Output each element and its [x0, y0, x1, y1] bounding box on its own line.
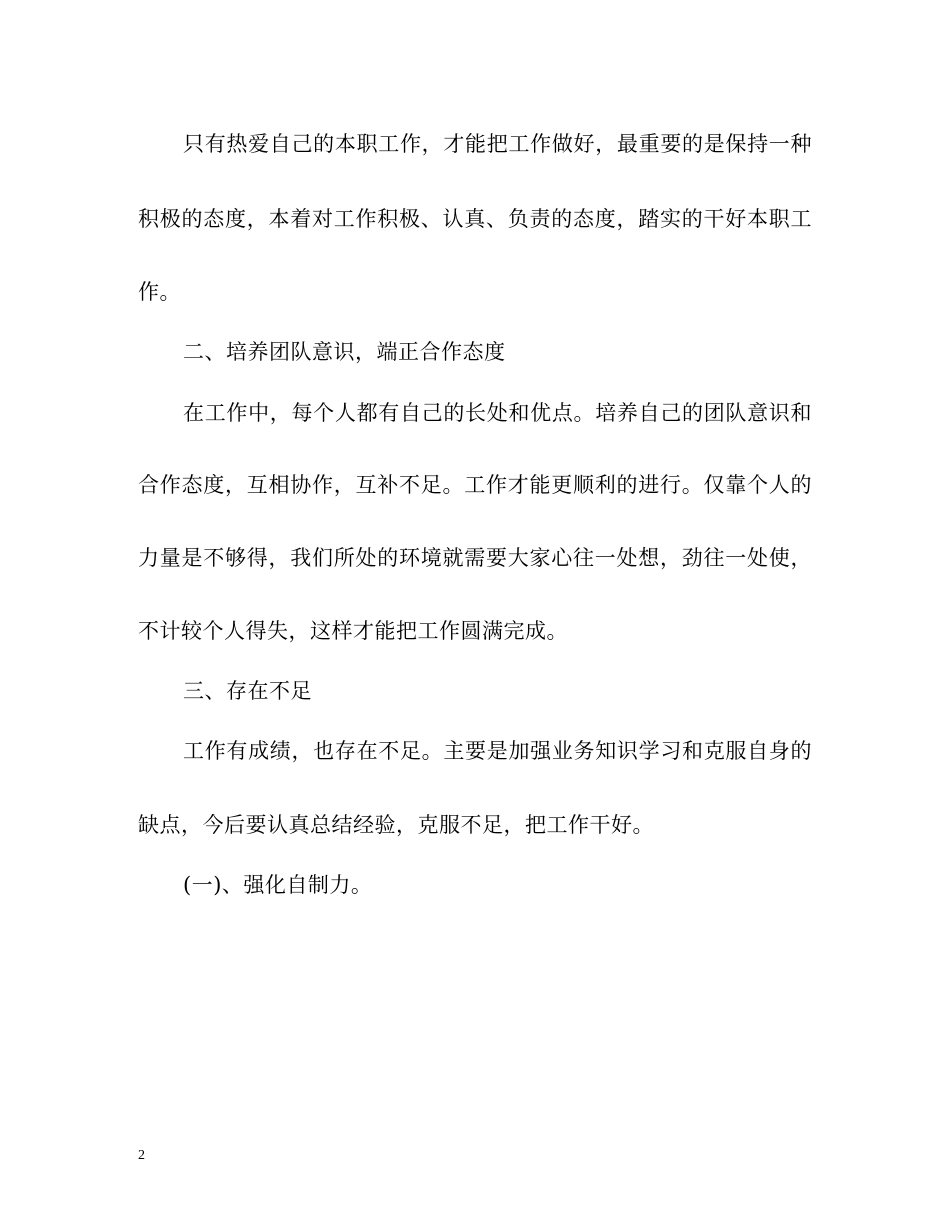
paragraph-1-line-1: 只有热爱自己的本职工作，才能把工作做好，最重要的是保持一种	[183, 132, 812, 156]
paragraph-2-line-4: 不计较个人得失，这样才能把工作圆满完成。	[138, 619, 568, 643]
paragraph-1-line-2: 积极的态度，本着对工作积极、认真、负责的态度，踏实的干好本职工	[138, 207, 812, 231]
paragraph-1-line-3: 作。	[138, 280, 181, 304]
paragraph-3-line-2: 缺点，今后要认真总结经验，克服不足，把工作干好。	[138, 813, 654, 837]
paragraph-3-line-1: 工作有成绩，也存在不足。主要是加强业务知识学习和克服自身的	[183, 739, 812, 763]
paragraph-2-line-2: 合作态度，互相协作，互补不足。工作才能更顺利的进行。仅靠个人的	[138, 473, 812, 497]
page-number: 2	[138, 1148, 145, 1163]
paragraph-2-line-1: 在工作中，每个人都有自己的长处和优点。培养自己的团队意识和	[183, 401, 812, 425]
paragraph-2-line-3: 力量是不够得，我们所处的环境就需要大家心往一处想，劲往一处使，	[138, 546, 812, 570]
section-heading-3: 三、存在不足	[183, 679, 312, 703]
subheading-1: (一)、强化自制力。	[183, 873, 373, 897]
section-heading-2: 二、培养团队意识，端正合作态度	[183, 340, 506, 364]
